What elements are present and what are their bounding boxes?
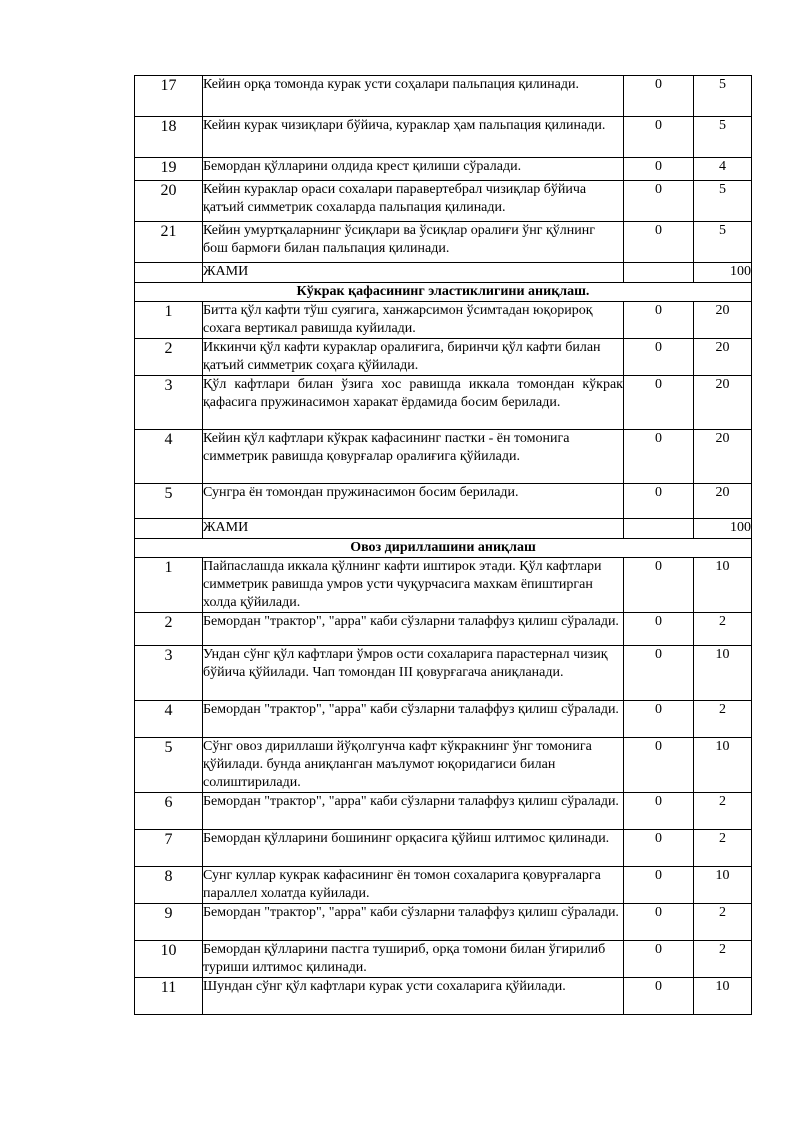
step-description: Битта қўл кафти тўш суягига, ханжарсимон ўсимтадан юқорироқ сохага вертикал равишда куйилади. [203, 302, 624, 339]
table-row [135, 158, 752, 181]
max-score: 20 [694, 430, 752, 484]
min-score: 0 [624, 558, 694, 613]
step-description: Кейин орқа томонда курак усти соҳалари пальпация қилинади. [203, 76, 624, 117]
table-row [135, 181, 752, 222]
step-description: Иккинчи қўл кафти кураклар оралиғига, биринчи қўл кафти билан қатъий симметрик соҳага қўйилади. [203, 339, 624, 376]
min-score: 0 [624, 484, 694, 519]
table-row [135, 701, 752, 738]
step-description: Бемордан "трактор", "арра" каби сўзларни талаффуз қилиш сўралади. [203, 613, 624, 646]
step-description: Бемордан қўлларини олдида крест қилиши сўралади. [203, 158, 624, 181]
total-row [135, 263, 752, 283]
max-score: 5 [694, 117, 752, 158]
max-score: 20 [694, 339, 752, 376]
min-score: 0 [624, 339, 694, 376]
total-spacer [135, 263, 203, 283]
section-row [135, 539, 752, 558]
max-score: 2 [694, 793, 752, 830]
step-number: 20 [135, 181, 203, 222]
step-number: 10 [135, 941, 203, 978]
min-score: 0 [624, 76, 694, 117]
table-row [135, 941, 752, 978]
step-number: 21 [135, 222, 203, 263]
min-score: 0 [624, 978, 694, 1015]
step-number: 5 [135, 738, 203, 793]
table-row [135, 376, 752, 430]
max-score: 2 [694, 830, 752, 867]
min-score: 0 [624, 181, 694, 222]
max-score: 10 [694, 978, 752, 1015]
min-score: 0 [624, 430, 694, 484]
min-score: 0 [624, 222, 694, 263]
table-row [135, 646, 752, 701]
table-row [135, 302, 752, 339]
step-description: Бемордан "трактор", "арра" каби сўзларни талаффуз қилиш сўралади. [203, 904, 624, 941]
max-score: 10 [694, 738, 752, 793]
step-description: Бемордан "трактор", "арра" каби сўзларни талаффуз қилиш сўралади. [203, 793, 624, 830]
max-score: 20 [694, 376, 752, 430]
table-row [135, 222, 752, 263]
step-number: 8 [135, 867, 203, 904]
step-number: 2 [135, 339, 203, 376]
max-score: 2 [694, 701, 752, 738]
min-score: 0 [624, 646, 694, 701]
step-description: Кейин курак чизиқлари бўйича, кураклар ҳам пальпация қилинади. [203, 117, 624, 158]
max-score: 10 [694, 867, 752, 904]
step-description: Қўл кафтлари билан ўзига хос равишда иккала томондан кўкрак қафасига пружинасимон харакат ёрдамида босим берилади. [203, 376, 624, 430]
min-score: 0 [624, 738, 694, 793]
max-score: 20 [694, 484, 752, 519]
step-number: 9 [135, 904, 203, 941]
table-row [135, 558, 752, 613]
min-score: 0 [624, 793, 694, 830]
max-score: 2 [694, 904, 752, 941]
step-number: 11 [135, 978, 203, 1015]
table-row [135, 339, 752, 376]
table-row [135, 867, 752, 904]
total-spacer [135, 519, 203, 539]
max-score: 4 [694, 158, 752, 181]
min-score: 0 [624, 376, 694, 430]
table-row [135, 484, 752, 519]
total-value: 100 [694, 263, 752, 283]
min-score: 0 [624, 613, 694, 646]
total-label: ЖАМИ [203, 519, 624, 539]
min-score: 0 [624, 701, 694, 738]
step-number: 2 [135, 613, 203, 646]
step-number: 6 [135, 793, 203, 830]
table-row [135, 904, 752, 941]
step-description: Сўнг овоз дириллаши йўқолгунча кафт кўкракнинг ўнг томонига қўйилади. бунда аниқланган маълумот юқоридагиси билан солиштирилади. [203, 738, 624, 793]
min-score: 0 [624, 117, 694, 158]
step-number: 17 [135, 76, 203, 117]
total-value: 100 [694, 519, 752, 539]
step-number: 19 [135, 158, 203, 181]
min-score: 0 [624, 867, 694, 904]
max-score: 10 [694, 558, 752, 613]
section-title: Овоз дириллашини аниқлаш [135, 539, 752, 558]
step-number: 4 [135, 430, 203, 484]
min-score: 0 [624, 904, 694, 941]
step-description: Сунг куллар кукрак кафасининг ён томон сохаларига қовурғаларга параллел холатда куйилади. [203, 867, 624, 904]
max-score: 5 [694, 222, 752, 263]
step-description: Шундан сўнг қўл кафтлари курак усти сохаларига қўйилади. [203, 978, 624, 1015]
total-empty [624, 519, 694, 539]
table-row [135, 430, 752, 484]
step-description: Кейин кураклар ораси сохалари паравертебрал чизиқлар бўйича қатъий симметрик сохаларда пальпация қилинади. [203, 181, 624, 222]
table-row [135, 738, 752, 793]
step-description: Кейин қўл кафтлари кўкрак кафасининг пастки - ён томонига симметрик равишда қовурғалар оралиғига қўйилади. [203, 430, 624, 484]
table-row [135, 793, 752, 830]
checklist-table [134, 75, 752, 1015]
step-number: 5 [135, 484, 203, 519]
min-score: 0 [624, 302, 694, 339]
section-title: Кўкрак қафасининг эластиклигини аниқлаш. [135, 283, 752, 302]
step-description: Сунгра ён томондан пружинасимон босим берилади. [203, 484, 624, 519]
step-number: 18 [135, 117, 203, 158]
section-row [135, 283, 752, 302]
min-score: 0 [624, 941, 694, 978]
max-score: 5 [694, 181, 752, 222]
step-number: 7 [135, 830, 203, 867]
step-number: 3 [135, 646, 203, 701]
step-description: Кейин умуртқаларнинг ўсиқлари ва ўсиқлар оралиғи ўнг қўлнинг бош бармоғи билан пальпация қилинади. [203, 222, 624, 263]
step-number: 1 [135, 558, 203, 613]
table-row [135, 76, 752, 117]
step-number: 3 [135, 376, 203, 430]
max-score: 2 [694, 613, 752, 646]
max-score: 10 [694, 646, 752, 701]
total-empty [624, 263, 694, 283]
table-row [135, 830, 752, 867]
total-label: ЖАМИ [203, 263, 624, 283]
step-description: Пайпаслашда иккала қўлнинг кафти иштирок этади. Қўл кафтлари симметрик равишда умров усти чуқурчасига махкам ёпиштирган холда қўйилади. [203, 558, 624, 613]
step-number: 4 [135, 701, 203, 738]
step-description: Бемордан қўлларини пастга тушириб, орқа томони билан ўгирилиб туриши илтимос қилинади. [203, 941, 624, 978]
total-row [135, 519, 752, 539]
step-description: Бемордан "трактор", "арра" каби сўзларни талаффуз қилиш сўралади. [203, 701, 624, 738]
table-row [135, 613, 752, 646]
step-number: 1 [135, 302, 203, 339]
table-row [135, 978, 752, 1015]
min-score: 0 [624, 158, 694, 181]
max-score: 5 [694, 76, 752, 117]
step-description: Ундан сўнг қўл кафтлари ўмров ости сохаларига парастернал чизиқ бўйича қўйилади. Чап томондан III қовурғагача аниқланади. [203, 646, 624, 701]
max-score: 20 [694, 302, 752, 339]
step-description: Бемордан қўлларини бошининг орқасига қўйиш илтимос қилинади. [203, 830, 624, 867]
table-row [135, 117, 752, 158]
min-score: 0 [624, 830, 694, 867]
max-score: 2 [694, 941, 752, 978]
